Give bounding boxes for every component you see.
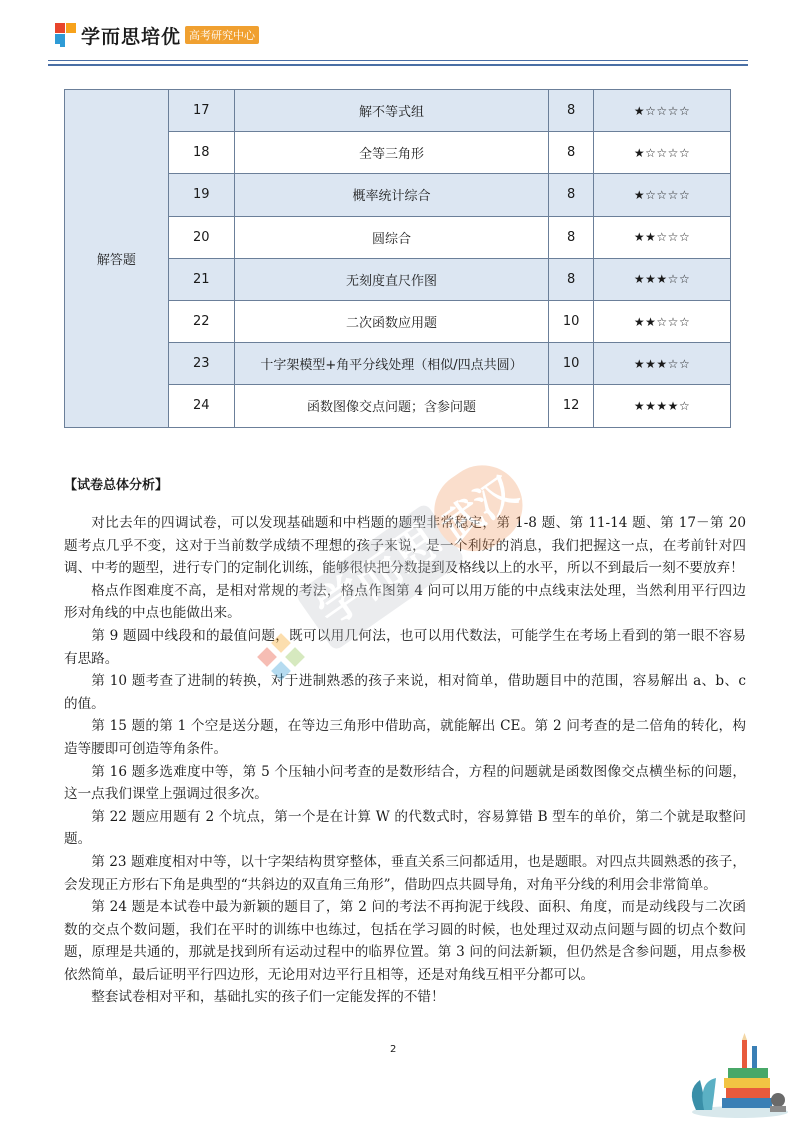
books-illustration-icon (682, 1020, 792, 1120)
question-points: 8 (549, 174, 594, 216)
brand-badge: 高考研究中心 (185, 26, 259, 44)
question-number: 21 (168, 258, 234, 300)
question-table (64, 89, 731, 428)
question-points: 8 (549, 216, 594, 258)
difficulty-stars: ★★★☆☆ (594, 343, 731, 385)
question-topic: 圆综合 (234, 216, 548, 258)
analysis-paragraph: 第 16 题多选难度中等，第 5 个压轴小问考查的是数形结合，方程的问题就是函数图像交点横坐标的问题，这一点我们课堂上强调过很多次。 (64, 763, 746, 803)
brand-name: 学而思培优 (81, 25, 182, 48)
difficulty-stars: ★☆☆☆☆ (594, 90, 731, 132)
question-points: 8 (549, 132, 594, 174)
question-number: 23 (168, 343, 234, 385)
page-number: 2 (390, 1044, 397, 1055)
analysis-paragraph: 第 23 题难度相对中等，以十字架结构贯穿整体，垂直关系三问都适用，也是题眼。对四点共圆熟悉的孩子，会发现正方形右下角是典型的“共斜边的双直角三角形”，借助四点共圆导角，对角平分线的利用会非常简单。 (64, 853, 746, 893)
difficulty-stars: ★☆☆☆☆ (594, 132, 731, 174)
analysis-paragraph: 整套试卷相对平和，基础扎实的孩子们一定能发挥的不错！ (91, 989, 445, 1006)
question-points: 10 (549, 300, 594, 342)
difficulty-stars: ★★☆☆☆ (594, 216, 731, 258)
difficulty-stars: ★★☆☆☆ (594, 300, 731, 342)
question-points: 10 (549, 343, 594, 385)
section-label: 解答题 (65, 90, 169, 428)
difficulty-stars: ★★★★☆ (594, 385, 731, 427)
analysis-paragraph: 格点作图难度不高，是相对常规的考法，格点作图第 4 问可以用万能的中点线束法处理，当然利用平行四边形对角线的中点也能做出来。 (64, 582, 746, 622)
analysis-paragraph: 对比去年的四调试卷，可以发现基础题和中档题的题型非常稳定，第 1-8 题、第 11-14 题、第 17－第 20 题考点几乎不变，这对于当前数学成绩不理想的孩子来说，是一个利好的消息，我们把握这一点，在考前针对四调、中考的题型，进行专门的定制化训练，能够很快把分数提到及格线以上的水平，所以不到最后一刻不要放弃！ (64, 515, 746, 577)
table-row (65, 90, 731, 132)
question-number: 17 (168, 90, 234, 132)
difficulty-stars: ★★★☆☆ (594, 258, 731, 300)
header-divider-thick (48, 64, 748, 66)
analysis-paragraph: 第 10 题考查了进制的转换，对于进制熟悉的孩子来说，相对简单，借助题目中的范围，容易解出 a、b、c 的值。 (64, 673, 746, 712)
question-number: 20 (168, 216, 234, 258)
logo-icon (55, 23, 77, 47)
question-number: 19 (168, 174, 234, 216)
question-topic: 函数图像交点问题；含参问题 (234, 385, 548, 427)
watermark-city: 武汉 (433, 468, 526, 552)
header-divider (48, 60, 748, 61)
analysis-paragraph: 第 15 题的第 1 个空是送分题，在等边三角形中借助高，就能解出 CE。第 2 问考查的是二倍角的转化，构造等腰即可创造等角条件。 (64, 718, 746, 757)
question-points: 8 (549, 90, 594, 132)
question-topic: 十字架模型+角平分线处理（相似/四点共圆） (234, 343, 548, 385)
difficulty-stars: ★☆☆☆☆ (594, 174, 731, 216)
analysis-body (64, 512, 746, 1009)
analysis-paragraph: 第 9 题圆中线段和的最值问题，既可以用几何法，也可以用代数法，可能学生在考场上看到的第一眼不容易有思路。 (64, 627, 746, 667)
question-number: 24 (168, 385, 234, 427)
question-topic: 解不等式组 (234, 90, 548, 132)
analysis-paragraph: 第 24 题是本试卷中最为新颖的题目了，第 2 问的考法不再拘泥于线段、面积、角度，而是动线段与二次函数的交点个数问题，我们在平时的训练中也练过，包括在学习圆的时候，也处理过双动点问题与圆的切点个数问题，原理是共通的，那就是找到所有运动过程中的临界位置。第 3 问的问法新颖，但仍然是含参问题，用点参极依然简单，最后证明平行四边形，无论用对边平行且相等，还是对角线互相平分都可以。 (64, 899, 746, 983)
watermark-brand: 学而思 (306, 512, 451, 637)
header-logo (55, 20, 259, 50)
question-number: 22 (168, 300, 234, 342)
question-number: 18 (168, 132, 234, 174)
question-points: 8 (549, 258, 594, 300)
question-topic: 二次函数应用题 (234, 300, 548, 342)
question-points: 12 (549, 385, 594, 427)
question-topic: 无刻度直尺作图 (234, 258, 548, 300)
analysis-title: 【试卷总体分析】 (64, 478, 169, 493)
question-topic: 全等三角形 (234, 132, 548, 174)
analysis-paragraph: 第 22 题应用题有 2 个坑点，第一个是在计算 W 的代数式时，容易算错 B 型车的单价，第二个就是取整问题。 (64, 808, 746, 848)
question-topic: 概率统计综合 (234, 174, 548, 216)
